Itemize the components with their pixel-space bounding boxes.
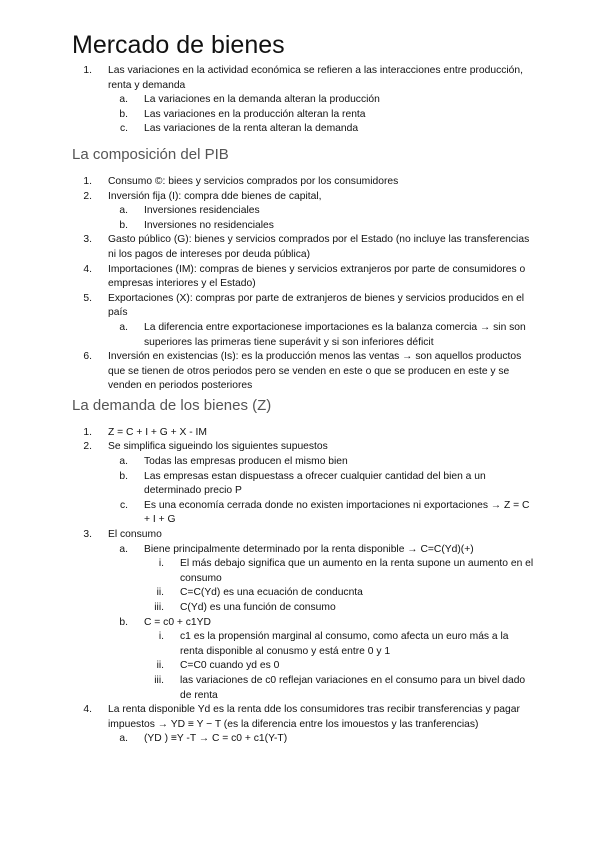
list-item-level-1 (72, 426, 534, 441)
list-item-text: C=C(Yd) es una ecuación de conducnta (180, 587, 363, 599)
list-item-level-3 (72, 674, 534, 703)
list-item-level-1 (72, 190, 534, 205)
section-title-demanda: La demanda de los bienes (Z) (72, 396, 272, 414)
list-marker: iii. (154, 602, 164, 613)
list-marker: 1. (83, 65, 92, 76)
list-item-level-3 (72, 557, 534, 586)
list-item-text: C(Yd) es una función de consumo (180, 602, 336, 613)
list-item-level-2 (72, 219, 534, 234)
list-marker: a. (119, 94, 128, 106)
list-item-text: C=C0 cuando yd es 0 (180, 660, 280, 672)
demanda-list (72, 426, 534, 747)
list-item-level-3 (72, 659, 534, 674)
list-item-level-2 (72, 93, 534, 108)
list-marker: i. (158, 558, 164, 570)
list-item-level-2 (72, 499, 534, 528)
list-marker: a. (119, 456, 128, 468)
list-item-text: C = c0 + c1YD (144, 616, 211, 628)
list-item-level-2 (72, 122, 534, 137)
list-item-level-2 (72, 543, 534, 558)
list-marker: 2. (83, 441, 92, 453)
list-item-text: Inversiones no residenciales (144, 219, 274, 231)
list-item-text: Las variaciones en la actividad económica se refieren a las interacciones entre producción, renta y demanda (108, 65, 523, 91)
list-marker: 5. (83, 292, 92, 304)
list-marker: 1. (83, 426, 92, 438)
list-item-text: Inversión en existencias (Is): es la producción menos las ventas → son aquellos productos que se tienen de otros periodos pero se venden en este o que se producen en este y se venden en periodos posteriores (108, 351, 522, 392)
list-item-text: Es una economía cerrada donde no existen importaciones ni exportaciones → Z = C + I + G (144, 499, 530, 526)
list-item-text: Gasto público (G): bienes y servicios comprados por el Estado (no incluye las transferencias ni los pagos de intereses por deuda pública) (108, 234, 530, 260)
list-item-text: La variaciones en la demanda alteran la producción (144, 94, 380, 106)
list-item-text: Inversiones residenciales (144, 205, 260, 217)
intro-list (72, 64, 534, 137)
list-item-level-1 (72, 263, 534, 292)
list-item-text: El más debajo significa que un aumento en la renta supone un aumento en el consumo (180, 558, 534, 584)
list-marker: b. (119, 470, 128, 482)
list-item-level-2 (72, 108, 534, 123)
list-item-level-3 (72, 601, 534, 616)
list-item-level-1 (72, 64, 534, 93)
list-item-level-2 (72, 470, 534, 499)
list-item-level-1 (72, 350, 534, 394)
list-item-text: Consumo ©: biees y servicios comprados por los consumidores (108, 175, 399, 187)
list-marker: 3. (83, 234, 92, 246)
list-marker: c. (119, 499, 128, 511)
list-item-text: Todas las empresas producen el mismo bien (144, 456, 348, 468)
composicion-list (72, 175, 534, 394)
list-item-text: Biene principalmente determinado por la renta disponible → C=C(Yd)(+) (144, 543, 474, 555)
list-item-text: Importaciones (IM): compras de bienes y servicios extranjeros por parte de consumidores o empresas interiores y el Estado) (108, 263, 526, 290)
list-marker: b. (119, 219, 128, 231)
list-item-level-2 (72, 616, 534, 631)
list-marker: iii. (154, 674, 164, 686)
section-title-composicion: La composición del PIB (72, 145, 229, 163)
list-item-text: Las variaciones de la renta alteran la demanda (144, 123, 359, 135)
list-item-text: El consumo (108, 529, 162, 541)
list-item-text: Z = C + I + G + X - IM (108, 426, 207, 438)
list-marker: 6. (83, 351, 92, 363)
list-item-text: La diferencia entre exportacionese importaciones es la balanza comercia → sin son superiores las primeras tiene superávit y si son inferiores déficit (144, 321, 526, 348)
list-item-level-1 (72, 703, 534, 732)
list-marker: ii. (156, 587, 164, 599)
list-item-text: las variaciones de c0 reflejan variaciones en el consumo para un bivel dado de renta (180, 674, 526, 701)
list-marker: b. (119, 108, 128, 120)
list-item-level-3 (72, 630, 534, 659)
list-item-text: Las variaciones en la producción alteran la renta (144, 108, 366, 120)
list-item-level-1 (72, 440, 534, 455)
list-item-level-1 (72, 175, 534, 190)
list-marker: c. (119, 123, 128, 135)
list-item-level-2 (72, 732, 534, 747)
list-marker: 3. (83, 529, 92, 541)
list-item-text: Inversión fija (I): compra dde bienes de capital, (108, 190, 322, 202)
list-item-level-1 (72, 292, 534, 321)
list-marker: 1. (83, 175, 92, 187)
list-item-text: Exportaciones (X): compras por parte de extranjeros de bienes y servicios producidos en el país (108, 292, 525, 319)
list-item-level-3 (72, 586, 534, 601)
list-item-level-2 (72, 204, 534, 219)
list-marker: ii. (156, 660, 164, 672)
list-item-level-2 (72, 455, 534, 470)
list-marker: 4. (83, 704, 92, 716)
list-marker: 2. (83, 190, 92, 202)
list-marker: b. (119, 616, 128, 628)
list-item-level-2 (72, 321, 534, 350)
document-page (72, 30, 534, 747)
page-title: Mercado de bienes (72, 31, 285, 59)
list-item-text: Las empresas estan dispuestass a ofrecer cualquier cantidad del bien a un determinado precio P (144, 470, 486, 497)
list-marker: i. (158, 631, 164, 643)
list-item-text: La renta disponible Yd es la renta dde los consumidores tras recibir transferencias y pagar impuestos → YD ≡ Y − T (es la diferencia entre los imouestos y las tranferencias) (108, 704, 520, 730)
list-item-level-1 (72, 233, 534, 262)
list-item-text: c1 es la propensión marginal al consumo, como afecta un euro más a la renta disponible al conusmo y está entre 0 y 1 (180, 631, 509, 657)
list-marker: a. (119, 321, 128, 333)
list-marker: a. (119, 733, 128, 745)
list-item-text: (YD ) ≡Y -T → C = c0 + c1(Y-T) (144, 733, 288, 745)
list-marker: a. (119, 205, 128, 217)
list-marker: a. (119, 543, 128, 555)
list-item-text: Se simplifica sigueindo los siguientes supuestos (108, 441, 328, 453)
list-item-level-1 (72, 528, 534, 543)
list-marker: 4. (83, 263, 92, 275)
